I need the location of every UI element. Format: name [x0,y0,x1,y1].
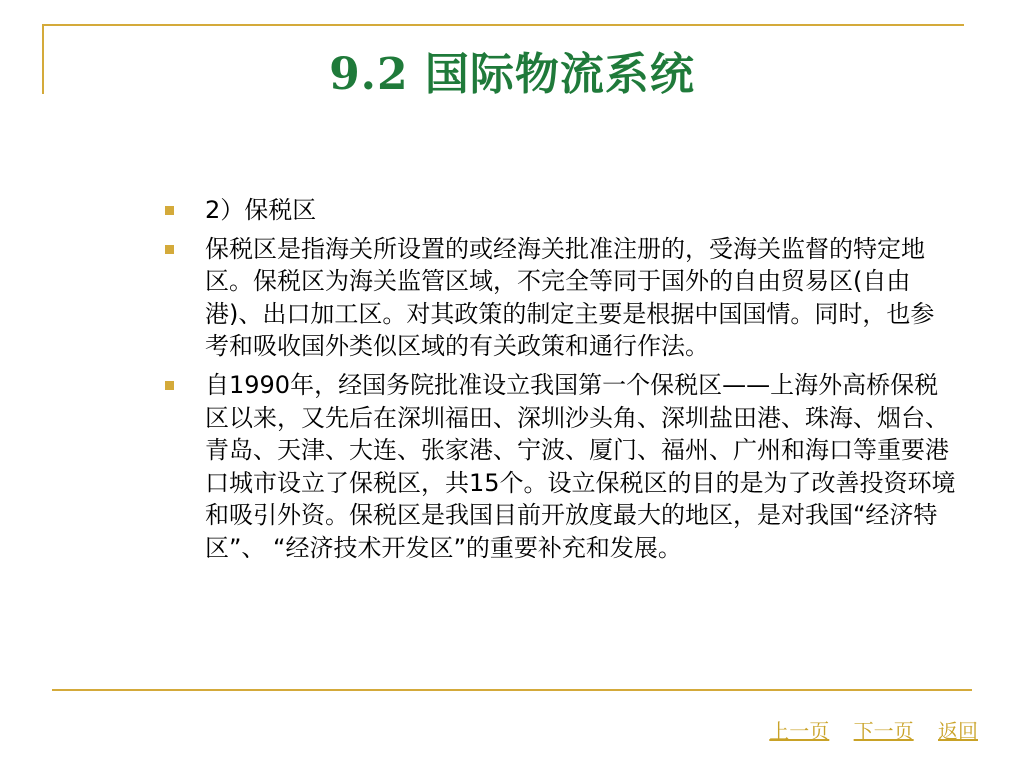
prev-page-link[interactable]: 上一页 [769,719,830,743]
bullet-item [163,194,963,227]
top-rule [42,24,964,26]
bullet-text: 保税区是指海关所设置的或经海关批准注册的，受海关监督的特定地区。保税区为海关监管区域，不完全等同于国外的自由贸易区(自由港)、出口加工区。对其政策的制定主要是根据中国国情。同时，也参考和吸收国外类似区域的有关政策和通行作法。 [205,234,935,361]
square-bullet-icon [165,206,174,215]
bottom-rule [52,689,972,691]
bullet-text: 2）保税区 [205,196,317,224]
bullet-text: 自1990年，经国务院批准设立我国第一个保税区——上海外高桥保税区以来，又先后在深圳福田、深圳沙头角、深圳盐田港、珠海、烟台、青岛、天津、大连、张家港、宁波、厦门、福州、广州和海口等重要港口城市设立了保税区，共15个。设立保税区的目的是为了改善投资环境和吸引外资。保税区是我国目前开放度最大的地区，是对我国“经济特区”、 “经济技术开发区”的重要补充和发展。 [205,370,956,562]
bullet-item [163,369,963,565]
slide-title: 9.2 国际物流系统 [329,49,695,100]
square-bullet-icon [165,381,174,390]
back-link[interactable]: 返回 [938,719,978,743]
square-bullet-icon [165,245,174,254]
bullet-item [163,233,963,363]
next-page-link[interactable]: 下一页 [853,719,914,743]
slide-navigation [751,715,978,744]
bullet-list [163,194,963,571]
